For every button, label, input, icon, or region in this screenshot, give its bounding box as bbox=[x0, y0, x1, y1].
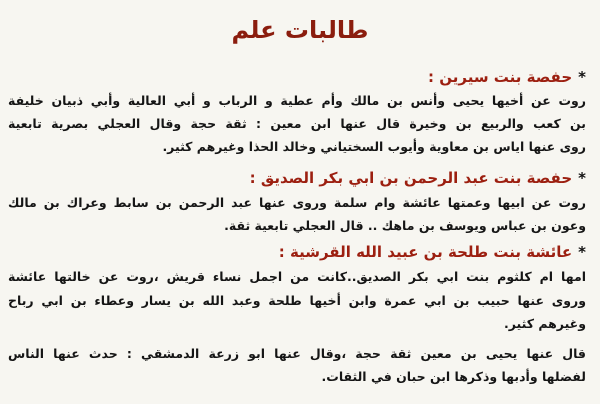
section-2-line-1: روت عن ابيها وعمتها عائشة وام سلمة وروى عنها عبد الرحمن بن سابط وعراك بن مالك bbox=[8, 195, 586, 210]
section-heading-hafsa-bint-abdulrahman bbox=[250, 167, 586, 189]
bullet-star-icon: * bbox=[578, 68, 586, 86]
section-3-line-1: امها ام كلثوم بنت ابي بكر الصديق..كانت من اجمل نساء قريش ،روت عن خالتها عائشة bbox=[8, 269, 586, 284]
section-1-line-3: روى عنها اياس بن معاوية وأيوب السختياني وخالد الحذا وغيرهم كثير. bbox=[162, 139, 586, 154]
section-1-line-2: بن كعب والربيع بن وخيرة قال عنها ابن معين : ثقة حجة وقال العجلي بصرية تابعية bbox=[8, 116, 586, 131]
section-heading-aisha-bint-talha bbox=[279, 241, 586, 263]
section-1-line-1: روت عن أخيها يحيى وأنس بن مالك وأم عطية و الرباب و أبي العالية وأبي ذبيان خليفة bbox=[8, 93, 586, 108]
page-title: طالبات علم bbox=[231, 16, 369, 44]
section-heading-text: عائشة بنت طلحة بن عبيد الله القرشية : bbox=[278, 243, 573, 261]
section-3-line-5: لفضلها وأدبها وذكرها ابن حبان في الثقات. bbox=[321, 369, 586, 384]
bullet-star-icon: * bbox=[578, 169, 586, 187]
section-heading-text: حفصة بنت سيرين : bbox=[428, 68, 573, 86]
section-heading-text: حفصة بنت عبد الرحمن بن ابي بكر الصديق : bbox=[249, 169, 573, 187]
section-heading-hafsa-bint-sirin bbox=[428, 66, 586, 88]
section-2-line-2: وعون بن عباس ويوسف بن ماهك .. قال العجلي تابعية ثقة. bbox=[224, 218, 586, 233]
section-3-line-4: قال عنها يحيى بن معين ثقة حجة ،وقال عنها ابو زرعة الدمشقي : حدث عنها الناس bbox=[8, 346, 586, 361]
bullet-star-icon: * bbox=[578, 243, 586, 261]
section-3-line-3: وغيرهم كثير. bbox=[503, 316, 586, 331]
section-3-line-2: وروى عنها حبيب بن ابي عمرة وابن أخيها طلحة وعبد الله بن يسار وعطاء بن ابي رباح bbox=[8, 293, 586, 308]
